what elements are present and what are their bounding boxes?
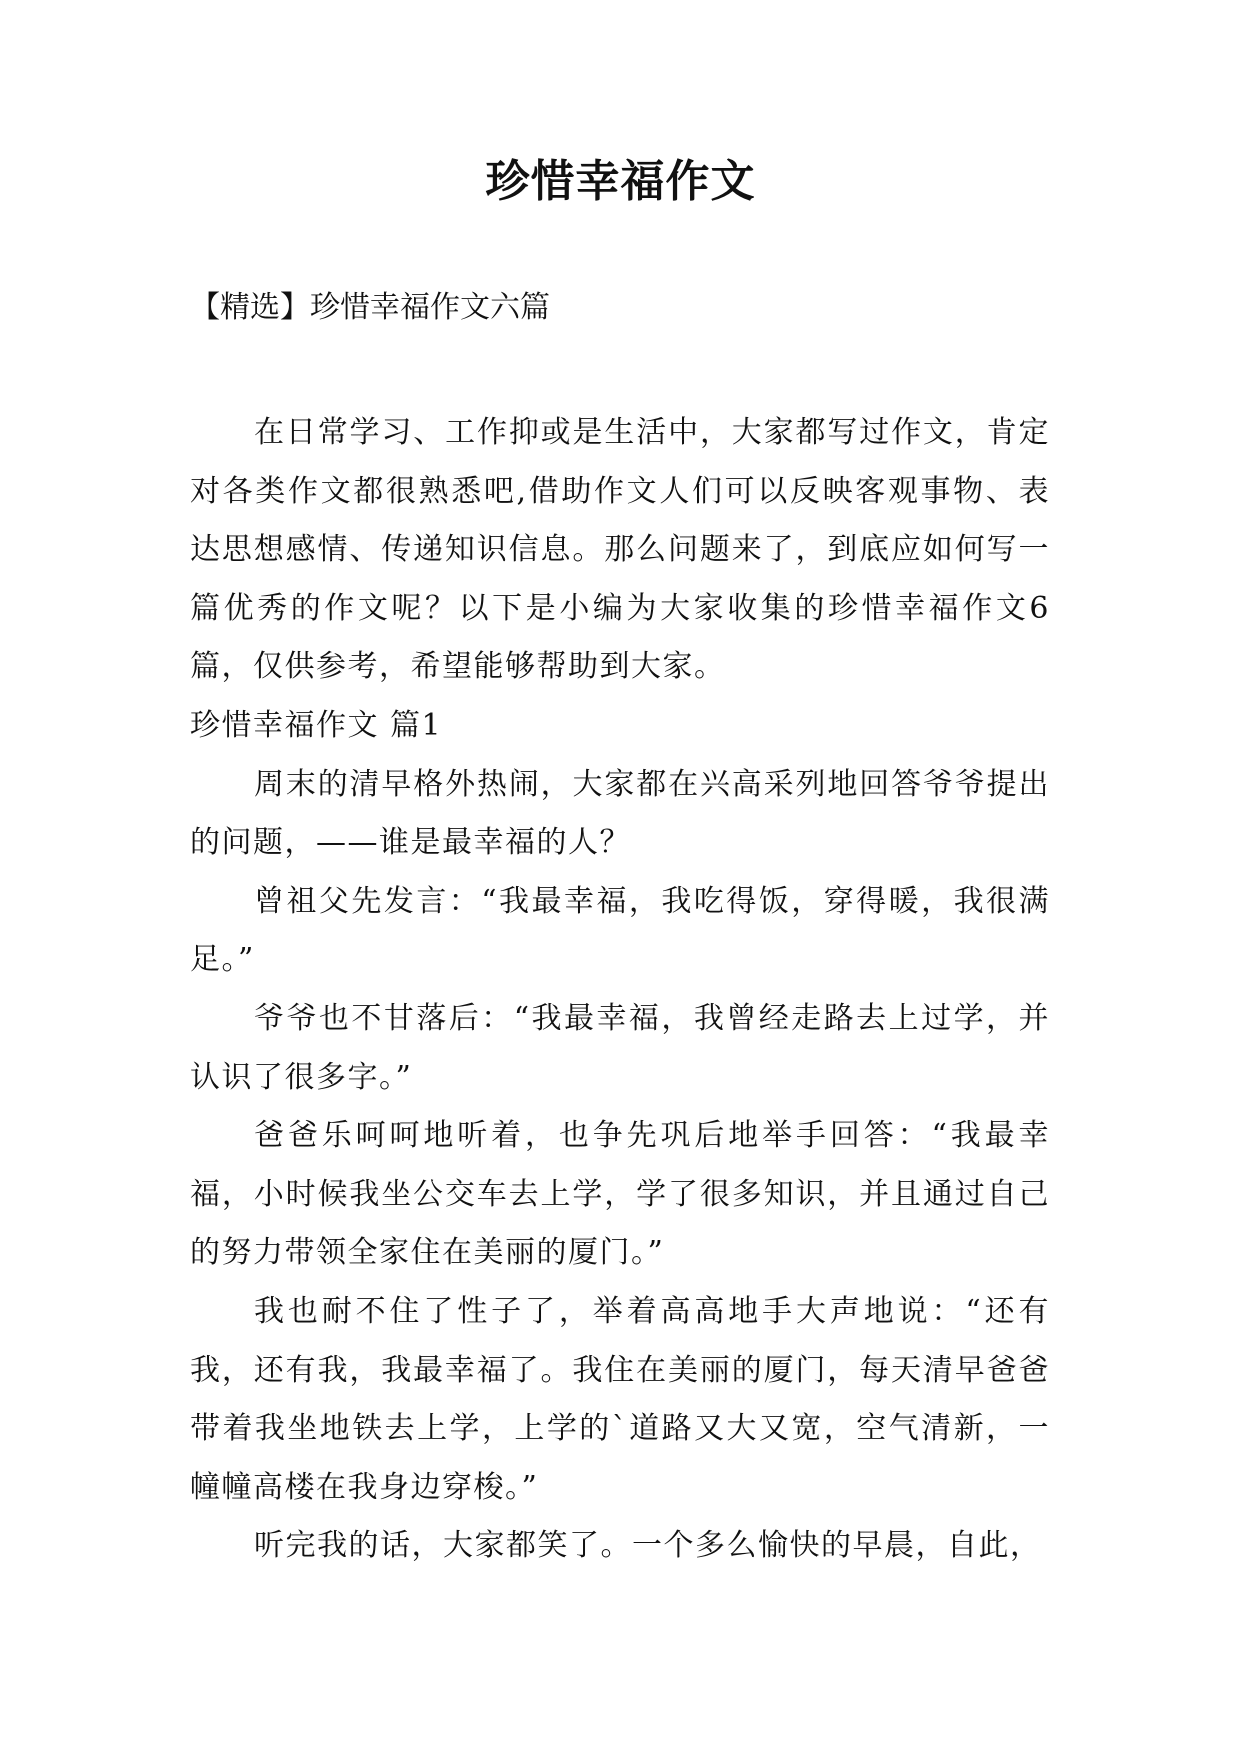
body-paragraph: 周末的清早格外热闹，大家都在兴高采列地回答爷爷提出的问题，——谁是最幸福的人？ <box>190 766 1050 861</box>
document-body <box>190 404 1050 1576</box>
body-paragraph: 爸爸乐呵呵地听着，也争先巩后地举手回答：“我最幸福，小时候我坐公交车去上学，学了很多知识，并且通过自己的努力带领全家住在美丽的厦门。” <box>190 1118 1050 1271</box>
intro-paragraph: 在日常学习、工作抑或是生活中，大家都写过作文，肯定对各类作文都很熟悉吧,借助作文人们可以反映客观事物、表达思想感情、传递知识信息。那么问题来了，到底应如何写一篇优秀的作文呢？以下是小编为大家收集的珍惜幸福作文6篇，仅供参考，希望能够帮助到大家。 <box>190 415 1050 685</box>
document-title: 珍惜幸福作文 <box>485 156 756 207</box>
document-subtitle: 【精选】珍惜幸福作文六篇 <box>190 290 550 325</box>
body-paragraph: 我也耐不住了性子了，举着高高地手大声地说：“还有我，还有我，我最幸福了。我住在美丽的厦门，每天清早爸爸带着我坐地铁去上学，上学的`道路又大又宽，空气清新，一幢幢高楼在我身边穿梭。” <box>190 1293 1050 1505</box>
body-paragraph: 听完我的话，大家都笑了。一个多么愉快的早晨，自此， <box>254 1528 1042 1564</box>
body-paragraph: 曾祖父先发言：“我最幸福，我吃得饭，穿得暖，我很满足。” <box>190 883 1050 978</box>
section-heading: 珍惜幸福作文 篇1 <box>190 707 443 743</box>
body-paragraph: 爷爷也不甘落后：“我最幸福，我曾经走路去上过学，并认识了很多字。” <box>190 1000 1050 1095</box>
